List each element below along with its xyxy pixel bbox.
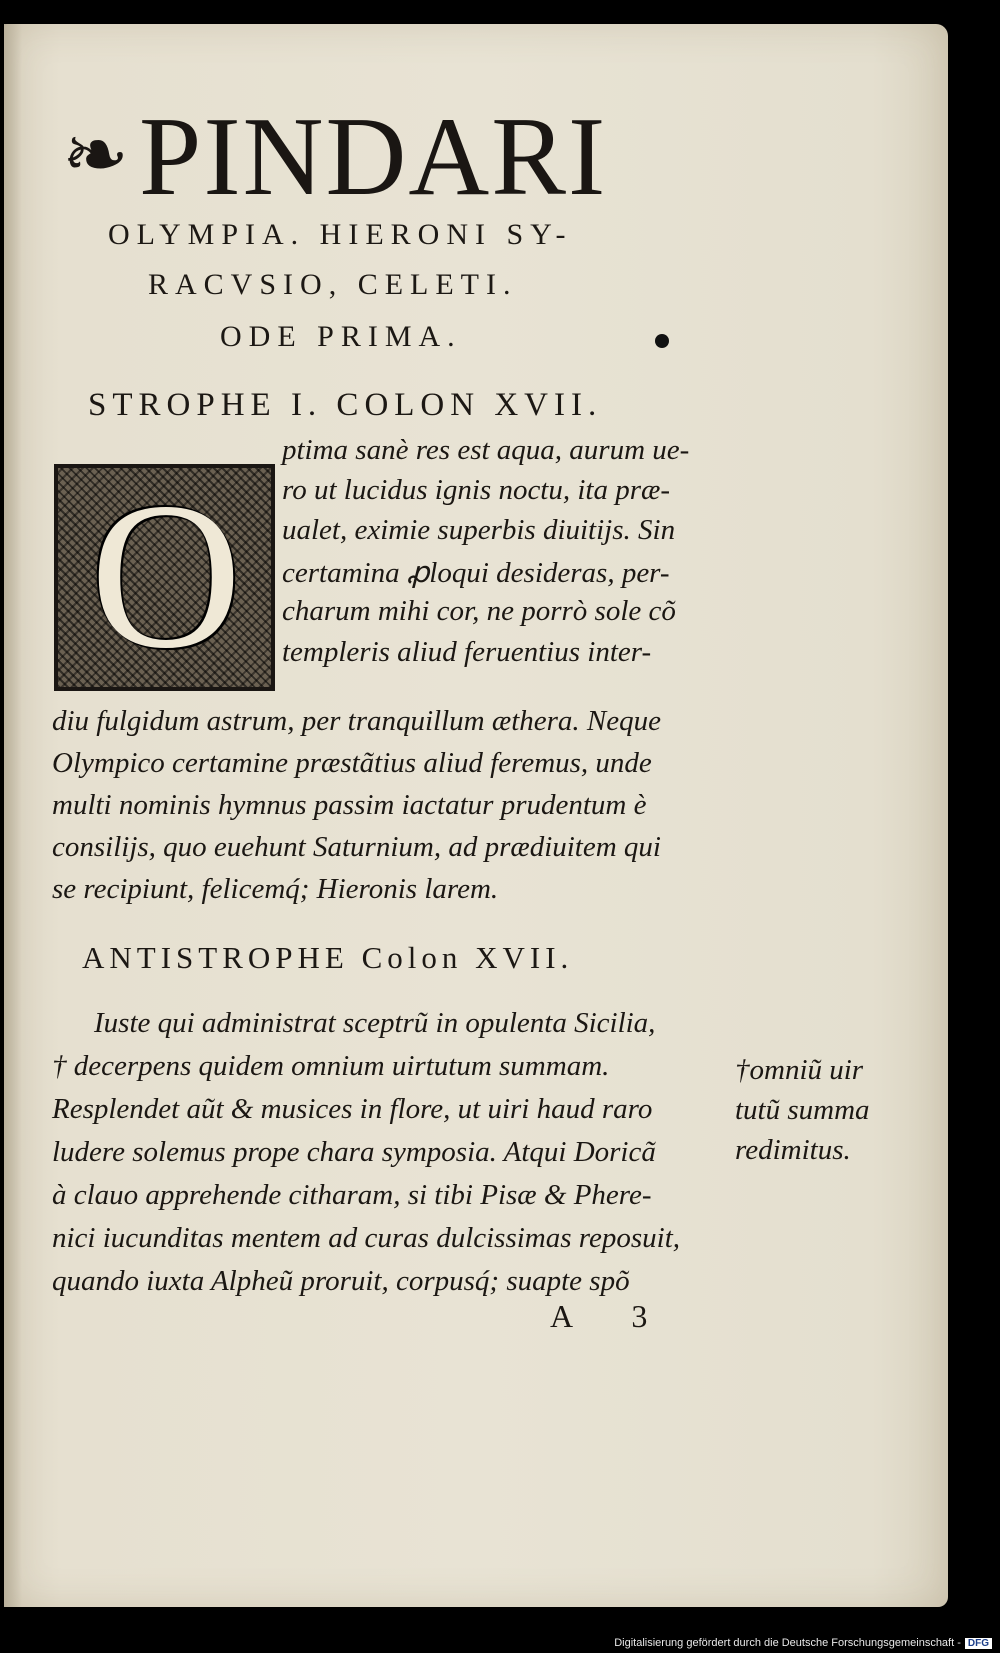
strophe-line-8: Olympico certamine præstãtius aliud feremus, unde [52, 747, 652, 779]
initial-letter: O [90, 464, 242, 691]
margin-note-line-2: tutũ summa [735, 1094, 870, 1126]
page-gutter-shadow [4, 24, 22, 1607]
antistrophe-line-3: Resplendet aũt & musices in flore, ut uiri haud raro [52, 1093, 653, 1125]
strophe-line-10: consilijs, quo euehunt Saturnium, ad prædiuitem qui [52, 831, 661, 863]
margin-note [735, 1050, 870, 1170]
margin-note-line-3: redimitus. [735, 1134, 851, 1166]
strophe-line-2: ro ut lucidus ignis noctu, ita præ- [282, 474, 671, 506]
antistrophe-line-2: † decerpens quidem omnium uirtutum summam. [52, 1050, 610, 1082]
strophe-line-6: templeris aliud feruentius inter- [282, 636, 652, 668]
antistrophe-line-6: nici iucunditas mentem ad curas dulcissimas reposuit, [52, 1222, 681, 1254]
signature-mark: A 3 [550, 1298, 674, 1334]
subheading-line-3: ODE PRIMA. [220, 320, 462, 353]
dfg-logo-badge: DFG [965, 1638, 992, 1649]
fleuron-icon: ❧ [62, 112, 132, 200]
antistrophe-line-4: ludere solemus prope chara symposia. Atqui Doricã [52, 1136, 656, 1168]
title-text: PINDARI [139, 95, 608, 219]
antistrophe-line-7: quando iuxta Alpheũ proruit, corpusq́; suapte spõ [52, 1265, 630, 1297]
strophe-line-9: multi nominis hymnus passim iactatur prudentum è [52, 789, 647, 821]
antistrophe-line-1: Iuste qui administrat sceptrũ in opulenta Sicilia, [94, 1007, 656, 1039]
credit-text: Digitalisierung gefördert durch die Deutsche Forschungsgemeinschaft - [614, 1637, 961, 1649]
strophe-line-5: charum mihi cor, ne porrò sole cõ [282, 595, 676, 627]
ink-dot [655, 334, 669, 348]
subheading-line-1: OLYMPIA. HIERONI SY- [108, 218, 573, 251]
strophe-line-1: ptima sanè res est aqua, aurum ue- [282, 434, 690, 466]
strophe-line-11: se recipiunt, felicemq́; Hieronis larem. [52, 873, 499, 905]
woodcut-initial [54, 464, 275, 691]
strophe-line-3: ualet, eximie superbis diuitijs. Sin [282, 514, 676, 546]
strophe-heading: STROPHE I. COLON XVII. [88, 387, 603, 423]
digitization-credit [614, 1637, 992, 1649]
antistrophe-heading: ANTISTROPHE Colon XVII. [82, 940, 574, 975]
antistrophe-line-5: à clauo apprehende citharam, si tibi Pisæ & Phere- [52, 1179, 652, 1211]
subheading-line-2: RACVSIO, CELETI. [148, 268, 518, 301]
strophe-line-7: diu fulgidum astrum, per tranquillum æthera. Neque [52, 705, 661, 737]
margin-note-line-1: †omniũ uir [735, 1054, 864, 1086]
page-title [62, 95, 608, 219]
strophe-line-4: certamina ꝓloqui desideras, per- [282, 557, 670, 589]
